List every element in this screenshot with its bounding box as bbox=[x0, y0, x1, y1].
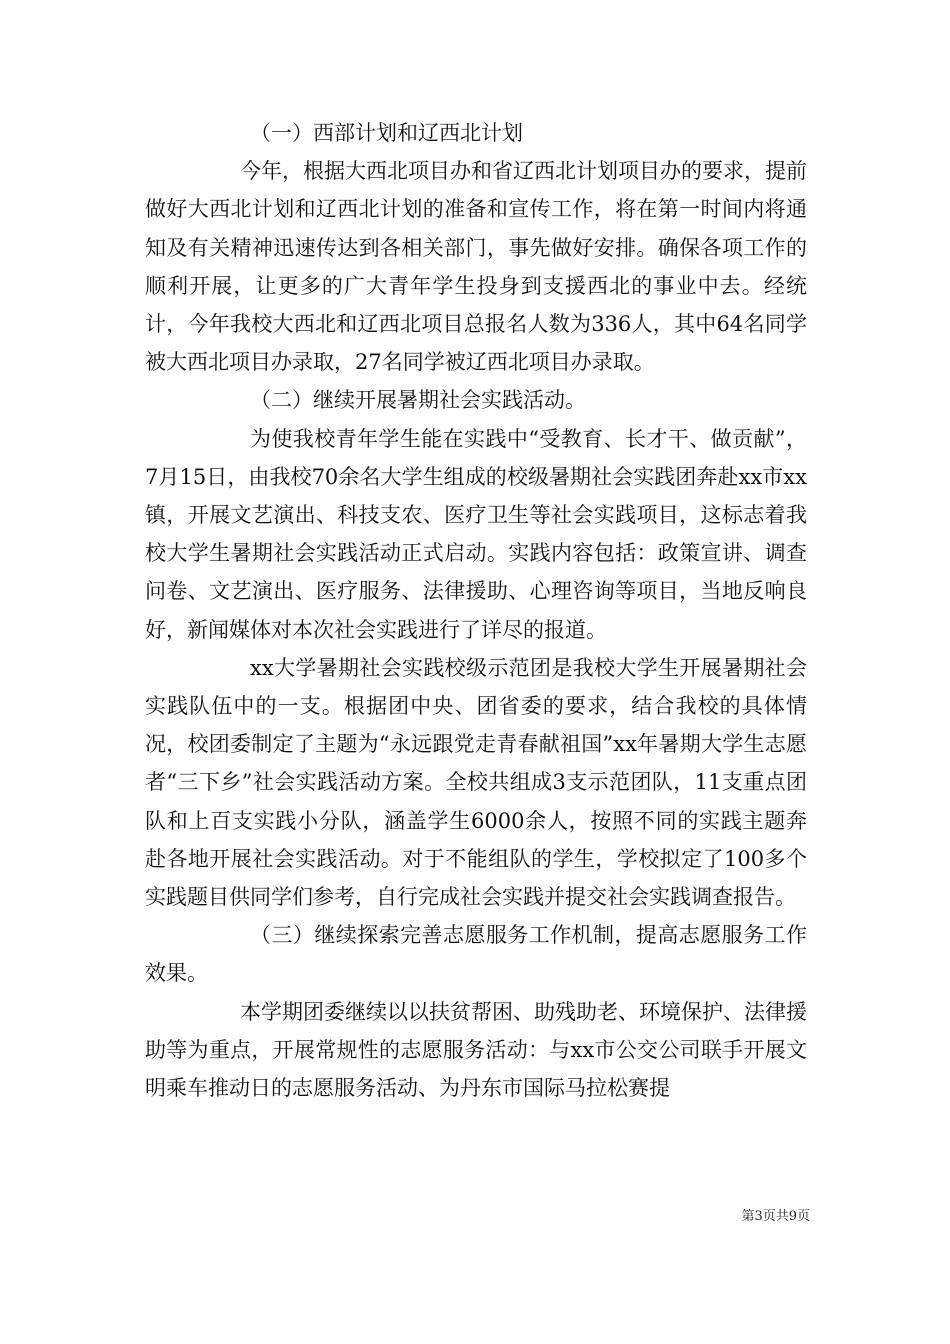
section-heading-summer-practice: （二）继续开展暑期社会实践活动。 bbox=[250, 388, 586, 413]
paragraph-volunteer-service: 本学期团委继续以以扶贫帮困、助残助老、环境保护、法律援助等为重点，开展常规性的志愿服务活动：与xx市公交公司联手开展文明乘车推动日的志愿服务活动、为丹东市国际马拉松赛提 bbox=[145, 999, 807, 1101]
page-number: 第3页共9页 bbox=[741, 1209, 810, 1224]
document-body bbox=[145, 114, 807, 1107]
paragraph-western-plan: 今年，根据大西北项目办和省辽西北计划项目办的要求，提前做好大西北计划和辽西北计划的准备和宣传工作，将在第一时间内将通知及有关精神迅速传达到各相关部门，事先做好安排。确保各项工作的顺利开展，让更多的广大青年学生投身到支援西北的事业中去。经统计，今年我校大西北和辽西北项目总报名人数为336人，其中64名同学被大西北项目办录取，27名同学被辽西北项目办录取。 bbox=[145, 159, 807, 375]
section-heading-volunteer-service: （三）继续探索完善志愿服务工作机制，提高志愿服务工作效果。 bbox=[145, 923, 807, 986]
paragraph-summer-practice-1: 为使我校青年学生能在实践中“受教育、长才干、做贡献”，7月15日，由我校70余名大学生组成的校级暑期社会实践团奔赴xx市xx镇，开展文艺演出、科技支农、医疗卫生等社会实践项目，这标志着我校大学生暑期社会实践活动正式启动。实践内容包括：政策宣讲、调查问卷、文艺演出、医疗服务、法律援助、心理咨询等项目，当地反响良好，新闻媒体对本次社会实践进行了详尽的报道。 bbox=[145, 426, 807, 642]
section-heading-western-plan: （一）西部计划和辽西北计划 bbox=[250, 121, 523, 145]
paragraph-summer-practice-2: xx大学暑期社会实践校级示范团是我校大学生开展暑期社会实践队伍中的一支。根据团中央、团省委的要求，结合我校的具体情况，校团委制定了主题为“永远跟党走青春献祖国”xx年暑期大学生志愿者“三下乡”社会实践活动方案。全校共组成3支示范团队，11支重点团队和上百支实践小分队，涵盖学生6000余人，按照不同的实践主题奔赴各地开展社会实践活动。对于不能组队的学生，学校拟定了100多个实践题目供同学们参考，自行完成社会实践并提交社会实践调查报告。 bbox=[145, 655, 807, 910]
